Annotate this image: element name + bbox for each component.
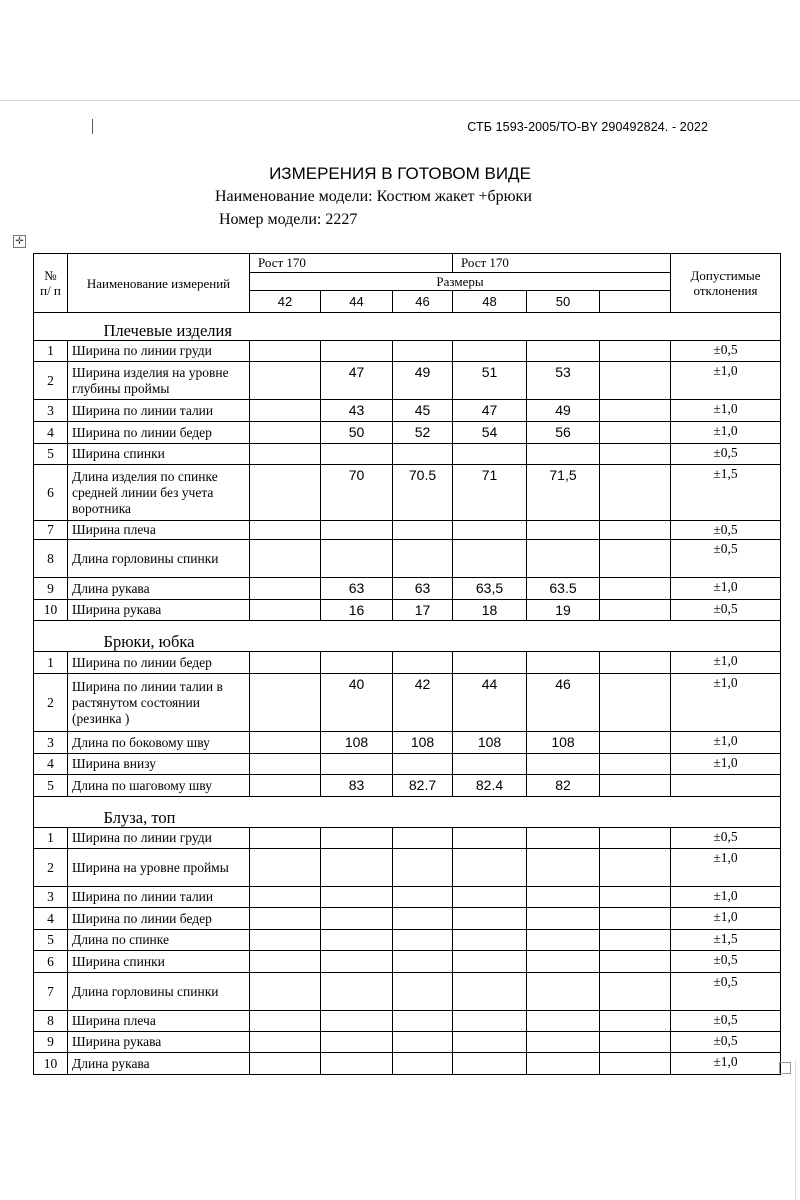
tolerance-cell: ±1,0 (671, 887, 781, 908)
size-value-cell (321, 1011, 393, 1032)
row-number: 7 (34, 521, 68, 540)
size-value-cell (527, 1032, 600, 1053)
size-value-cell (250, 674, 321, 732)
size-value-cell (527, 1053, 600, 1075)
size-value-cell (453, 973, 527, 1011)
tolerance-cell: ±0,5 (671, 540, 781, 578)
row-number: 3 (34, 400, 68, 422)
size-value-cell: 40 (321, 674, 393, 732)
column-header-number: № п/ п (34, 254, 68, 313)
size-value-cell: 82.7 (393, 775, 453, 797)
size-value-cell (321, 849, 393, 887)
size-value-cell: 71,5 (527, 465, 600, 521)
row-number: 10 (34, 600, 68, 621)
size-value-cell: 50 (321, 422, 393, 444)
size-value-cell (453, 828, 527, 849)
size-value-cell (600, 849, 671, 887)
row-number: 2 (34, 849, 68, 887)
size-value-cell: 63,5 (453, 578, 527, 600)
size-value-cell: 47 (321, 362, 393, 400)
size-value-cell (250, 652, 321, 674)
size-value-cell (393, 973, 453, 1011)
size-value-cell: 17 (393, 600, 453, 621)
size-value-cell: 45 (393, 400, 453, 422)
size-value-cell (527, 521, 600, 540)
size-value-cell: 42 (393, 674, 453, 732)
size-value-cell (527, 849, 600, 887)
size-value-cell (393, 540, 453, 578)
size-value-cell (250, 973, 321, 1011)
row-number: 1 (34, 652, 68, 674)
size-value-cell: 44 (453, 674, 527, 732)
table-row (34, 600, 781, 621)
size-value-cell (600, 1053, 671, 1075)
table-row (34, 362, 781, 400)
size-value-cell (453, 849, 527, 887)
size-value-cell: 83 (321, 775, 393, 797)
table-row (34, 775, 781, 797)
size-value-cell (453, 1032, 527, 1053)
measurement-name: Ширина рукава (68, 600, 250, 621)
tolerance-cell: ±1,0 (671, 362, 781, 400)
tolerance-cell: ±1,0 (671, 849, 781, 887)
size-value-cell (250, 930, 321, 951)
column-header-name: Наименование измерений (68, 254, 250, 313)
size-value-cell (393, 930, 453, 951)
section-row (34, 313, 781, 341)
measurement-name: Длина рукава (68, 578, 250, 600)
section-title: Плечевые изделия (68, 313, 781, 341)
size-value-cell (393, 1032, 453, 1053)
size-value-cell (600, 521, 671, 540)
size-value-cell (600, 908, 671, 930)
table-row (34, 930, 781, 951)
size-value-cell (250, 1053, 321, 1075)
size-value-cell (321, 1053, 393, 1075)
size-value-cell (250, 362, 321, 400)
tolerance-cell: ±1,0 (671, 908, 781, 930)
table-move-handle-icon[interactable]: ✛ (13, 235, 26, 248)
tolerance-cell: ±1,5 (671, 465, 781, 521)
growth-header-2: Рост 170 (453, 254, 671, 273)
table-row (34, 422, 781, 444)
size-value-cell (321, 521, 393, 540)
table-resize-handle[interactable] (779, 1062, 791, 1074)
measurements-table (33, 253, 781, 1075)
tolerance-cell: ±1,0 (671, 732, 781, 754)
row-number: 6 (34, 465, 68, 521)
page-top-border (0, 100, 800, 101)
size-value-cell: 63 (321, 578, 393, 600)
size-value-cell (453, 930, 527, 951)
row-number: 8 (34, 540, 68, 578)
size-value-cell (393, 951, 453, 973)
size-value-cell (527, 973, 600, 1011)
size-value-cell (600, 444, 671, 465)
size-value-cell: 53 (527, 362, 600, 400)
size-value-cell (600, 600, 671, 621)
size-value-cell (453, 521, 527, 540)
measurement-name: Длина по спинке (68, 930, 250, 951)
size-value-cell (453, 444, 527, 465)
tolerance-cell: ±0,5 (671, 444, 781, 465)
row-number: 3 (34, 887, 68, 908)
measurement-name: Ширина по линии бедер (68, 652, 250, 674)
measurement-name: Ширина по линии талии в растянутом состоянии (резинка ) (68, 674, 250, 732)
size-value-cell (250, 828, 321, 849)
size-value-cell: 108 (527, 732, 600, 754)
row-number: 10 (34, 1053, 68, 1075)
size-value-cell (250, 1032, 321, 1053)
measurement-name: Ширина внизу (68, 754, 250, 775)
size-value-cell: 18 (453, 600, 527, 621)
size-value-cell (393, 521, 453, 540)
size-value-cell: 52 (393, 422, 453, 444)
size-value-cell (600, 674, 671, 732)
size-value-cell (250, 887, 321, 908)
size-value-cell: 70.5 (393, 465, 453, 521)
tolerance-cell: ±1,0 (671, 1053, 781, 1075)
table-row (34, 1032, 781, 1053)
measurement-name: Ширина по линии талии (68, 887, 250, 908)
table-row (34, 540, 781, 578)
page-edge (795, 1060, 796, 1200)
size-value-cell (321, 951, 393, 973)
row-number: 3 (34, 732, 68, 754)
model-name: Наименование модели: Костюм жакет +брюки (215, 188, 532, 205)
measurement-name: Ширина по линии груди (68, 341, 250, 362)
size-value-cell (600, 775, 671, 797)
size-value-cell (600, 422, 671, 444)
size-value-cell (393, 754, 453, 775)
row-number: 2 (34, 362, 68, 400)
measurement-name: Ширина плеча (68, 1011, 250, 1032)
size-value-cell (453, 1053, 527, 1075)
row-number: 2 (34, 674, 68, 732)
tolerance-cell: ±0,5 (671, 1032, 781, 1053)
size-value-cell (453, 652, 527, 674)
size-value-cell (250, 1011, 321, 1032)
document-title: ИЗМЕРЕНИЯ В ГОТОВОМ ВИДЕ (269, 164, 531, 183)
size-value-cell (321, 341, 393, 362)
size-value-cell (600, 754, 671, 775)
sizes-header: Размеры (250, 273, 671, 291)
table-row (34, 674, 781, 732)
size-value-cell: 82 (527, 775, 600, 797)
measurement-name: Длина горловины спинки (68, 540, 250, 578)
measurement-name: Ширина плеча (68, 521, 250, 540)
size-value-cell (393, 887, 453, 908)
table-row (34, 828, 781, 849)
text-cursor (92, 119, 93, 134)
size-value-cell (250, 341, 321, 362)
size-value-cell (600, 828, 671, 849)
table-row (34, 951, 781, 973)
size-value-cell (600, 400, 671, 422)
size-value-cell (453, 540, 527, 578)
size-header: 44 (321, 291, 393, 313)
row-number: 1 (34, 828, 68, 849)
row-number: 5 (34, 930, 68, 951)
size-value-cell (600, 341, 671, 362)
table-row (34, 887, 781, 908)
size-value-cell: 16 (321, 600, 393, 621)
size-value-cell: 82.4 (453, 775, 527, 797)
size-value-cell (600, 930, 671, 951)
size-value-cell (600, 951, 671, 973)
tolerance-cell: ±0,5 (671, 1011, 781, 1032)
size-value-cell (393, 849, 453, 887)
section-number-cell (34, 797, 68, 828)
row-number: 4 (34, 908, 68, 930)
size-value-cell (250, 422, 321, 444)
size-value-cell: 46 (527, 674, 600, 732)
column-header-tolerance: Допустимые отклонения (671, 254, 781, 313)
size-header: 42 (250, 291, 321, 313)
size-value-cell (250, 908, 321, 930)
measurement-name: Длина по шаговому шву (68, 775, 250, 797)
size-value-cell (321, 930, 393, 951)
table-row (34, 908, 781, 930)
size-value-cell (453, 887, 527, 908)
tolerance-cell: ±0,5 (671, 951, 781, 973)
size-value-cell: 71 (453, 465, 527, 521)
size-value-cell (321, 1032, 393, 1053)
size-value-cell (600, 578, 671, 600)
size-value-cell: 54 (453, 422, 527, 444)
table-row (34, 973, 781, 1011)
section-number-cell (34, 621, 68, 652)
table-row (34, 578, 781, 600)
section-title: Брюки, юбка (68, 621, 781, 652)
size-value-cell: 108 (321, 732, 393, 754)
measurement-name: Длина рукава (68, 1053, 250, 1075)
size-value-cell (527, 652, 600, 674)
size-value-cell (453, 754, 527, 775)
tolerance-cell: ±1,0 (671, 674, 781, 732)
size-value-cell (321, 444, 393, 465)
size-value-cell: 47 (453, 400, 527, 422)
size-value-cell (393, 652, 453, 674)
size-value-cell (321, 652, 393, 674)
size-value-cell: 108 (453, 732, 527, 754)
size-value-cell (393, 444, 453, 465)
row-number: 9 (34, 1032, 68, 1053)
size-value-cell (250, 849, 321, 887)
size-value-cell (527, 444, 600, 465)
row-number: 5 (34, 444, 68, 465)
size-header (600, 291, 671, 313)
measurement-name: Ширина по линии груди (68, 828, 250, 849)
size-value-cell (453, 341, 527, 362)
size-value-cell (321, 887, 393, 908)
table-row (34, 465, 781, 521)
size-value-cell: 19 (527, 600, 600, 621)
table-row (34, 521, 781, 540)
size-value-cell: 63 (393, 578, 453, 600)
section-row (34, 797, 781, 828)
measurement-name: Ширина спинки (68, 951, 250, 973)
size-value-cell (393, 828, 453, 849)
size-value-cell (321, 754, 393, 775)
size-value-cell (600, 540, 671, 578)
tolerance-cell: ±1,0 (671, 578, 781, 600)
size-value-cell (600, 887, 671, 908)
size-value-cell: 63.5 (527, 578, 600, 600)
size-value-cell: 56 (527, 422, 600, 444)
measurement-name: Длина изделия по спинке средней линии без учета воротника (68, 465, 250, 521)
size-value-cell (453, 1011, 527, 1032)
measurement-name: Ширина по линии бедер (68, 908, 250, 930)
tolerance-cell: ±1,0 (671, 400, 781, 422)
size-value-cell (527, 930, 600, 951)
measurement-name: Ширина на уровне проймы (68, 849, 250, 887)
size-value-cell (600, 362, 671, 400)
size-value-cell (250, 465, 321, 521)
size-value-cell (321, 540, 393, 578)
size-value-cell (250, 951, 321, 973)
table-row (34, 400, 781, 422)
table-row (34, 754, 781, 775)
measurement-name: Ширина по линии талии (68, 400, 250, 422)
size-header: 46 (393, 291, 453, 313)
measurement-name: Длина горловины спинки (68, 973, 250, 1011)
size-value-cell (250, 578, 321, 600)
size-value-cell (321, 973, 393, 1011)
size-value-cell (321, 828, 393, 849)
size-value-cell: 43 (321, 400, 393, 422)
size-value-cell (393, 341, 453, 362)
size-value-cell (527, 908, 600, 930)
tolerance-cell: ±0,5 (671, 521, 781, 540)
tolerance-cell (671, 775, 781, 797)
size-value-cell (250, 600, 321, 621)
size-header: 50 (527, 291, 600, 313)
size-value-cell (393, 908, 453, 930)
measurement-name: Ширина изделия на уровне глубины проймы (68, 362, 250, 400)
tolerance-cell: ±1,0 (671, 422, 781, 444)
size-value-cell (250, 400, 321, 422)
tolerance-cell: ±0,5 (671, 341, 781, 362)
size-value-cell (527, 828, 600, 849)
growth-header-1: Рост 170 (250, 254, 453, 273)
measurement-name: Длина по боковому шву (68, 732, 250, 754)
size-value-cell (600, 732, 671, 754)
row-number: 4 (34, 422, 68, 444)
model-number: Номер модели: 2227 (219, 211, 358, 228)
size-value-cell: 70 (321, 465, 393, 521)
size-value-cell (527, 887, 600, 908)
row-number: 8 (34, 1011, 68, 1032)
size-value-cell (527, 951, 600, 973)
tolerance-cell: ±1,0 (671, 652, 781, 674)
size-value-cell (250, 540, 321, 578)
size-value-cell (527, 754, 600, 775)
row-number: 6 (34, 951, 68, 973)
section-number-cell (34, 313, 68, 341)
size-value-cell (600, 973, 671, 1011)
table-row (34, 444, 781, 465)
size-value-cell (250, 732, 321, 754)
tolerance-cell: ±1,0 (671, 754, 781, 775)
size-value-cell (250, 521, 321, 540)
measurement-name: Ширина спинки (68, 444, 250, 465)
tolerance-cell: ±1,5 (671, 930, 781, 951)
size-value-cell (453, 908, 527, 930)
table-row (34, 849, 781, 887)
size-value-cell (393, 1053, 453, 1075)
size-value-cell: 51 (453, 362, 527, 400)
standard-reference: СТБ 1593-2005/ТО-BY 290492824. - 2022 (467, 120, 708, 134)
size-value-cell: 49 (393, 362, 453, 400)
size-value-cell (600, 652, 671, 674)
tolerance-cell: ±0,5 (671, 828, 781, 849)
row-number: 9 (34, 578, 68, 600)
size-value-cell (321, 908, 393, 930)
table-row (34, 341, 781, 362)
measurement-name: Ширина рукава (68, 1032, 250, 1053)
size-value-cell (600, 465, 671, 521)
measurement-name: Ширина по линии бедер (68, 422, 250, 444)
size-header: 48 (453, 291, 527, 313)
row-number: 7 (34, 973, 68, 1011)
size-value-cell (600, 1032, 671, 1053)
section-row (34, 621, 781, 652)
tolerance-cell: ±0,5 (671, 973, 781, 1011)
table-row (34, 1011, 781, 1032)
size-value-cell (250, 444, 321, 465)
size-value-cell (527, 1011, 600, 1032)
size-value-cell (600, 1011, 671, 1032)
row-number: 4 (34, 754, 68, 775)
size-value-cell (527, 341, 600, 362)
row-number: 5 (34, 775, 68, 797)
size-value-cell (393, 1011, 453, 1032)
table-row (34, 1053, 781, 1075)
size-value-cell: 49 (527, 400, 600, 422)
table-row (34, 732, 781, 754)
size-value-cell (527, 540, 600, 578)
table-row (34, 652, 781, 674)
size-value-cell (250, 775, 321, 797)
tolerance-cell: ±0,5 (671, 600, 781, 621)
section-title: Блуза, топ (68, 797, 781, 828)
size-value-cell: 108 (393, 732, 453, 754)
size-value-cell (453, 951, 527, 973)
size-value-cell (250, 754, 321, 775)
row-number: 1 (34, 341, 68, 362)
